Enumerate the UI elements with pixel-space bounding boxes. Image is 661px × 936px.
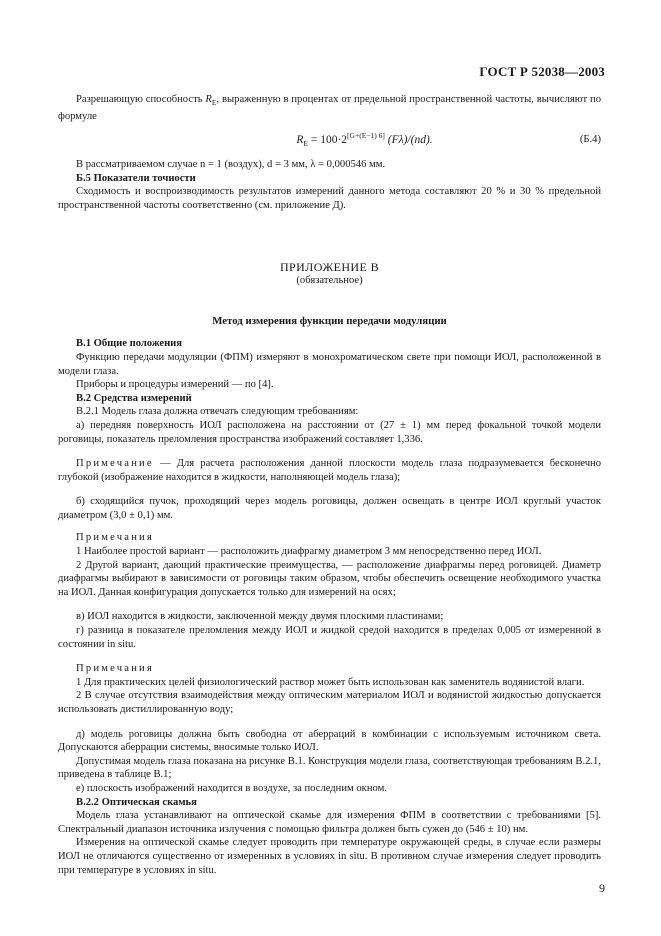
notes-2-label: Примечания [76, 532, 154, 544]
item-v: в) ИОЛ находится в жидкости, заключенной между двумя плоскими пластинами; [76, 611, 444, 623]
heading-b5: Б.5 Показатели точности [76, 172, 196, 184]
standard-header: ГОСТ Р 52038—2003 [479, 64, 605, 79]
v22-paragraph-1: Модель глаза устанавливают на оптической скамье для измерения ФПМ в соответствии с требованиями [5]. Спектральный диапазон источника излучения с помощью фильтра должен быть сужен до (546 ± 10) нм. [58, 810, 601, 835]
item-d: д) модель роговицы должна быть свободна от аберраций в комбинации с используемым источником света. Допускаются аберрации системы, вносимые только ИОЛ. [58, 728, 601, 754]
notes-2-item-2: 2 Другой вариант, дающий практические преимущества, — расположение диафрагмы перед роговицей. Диаметр диафрагмы выбирают в зависимости от роговицы таким образом, чтобы обеспечить освещение необходимого участка на ИОЛ. Данная конфигурация допускается только для измерений на осях; [58, 559, 601, 598]
notes-3-label: Примечания [76, 663, 154, 675]
note-1 [58, 457, 601, 484]
v1-paragraph-1: Функцию передачи модуляции (ФПМ) измеряют в монохроматическом свете при помощи ИОЛ, расположенной в модели глаза. [58, 351, 601, 377]
variable-r: R [205, 94, 212, 105]
formula-sub: E [303, 139, 308, 149]
appendix-subtitle: (обязательное) [296, 275, 363, 287]
heading-v22: В.2.2 Оптическая скамья [76, 796, 197, 808]
text-run: , выраженную в процентах от предельной пространственной частоты, вычисляют по формуле [58, 94, 601, 122]
formula-mid: = 100·2 [307, 134, 348, 147]
notes-2-item-1: 1 Наиболее простой вариант — расположить диафрагму диаметром 3 мм непосредственно перед ИОЛ. [76, 546, 542, 558]
heading-v2: В.2 Средства измерений [76, 392, 192, 404]
text-run: Разрешающую способность [76, 94, 206, 105]
model-paragraph: Допустимая модель глаза показана на рисунке В.1. Конструкция модели глаза, соответствующая требованиям В.2.1, приведена в таблице В.1; [58, 755, 601, 781]
b5-paragraph: Сходимость и воспроизводимость результатов измерений данного метода составляют 20 % и 30 % предельной пространственной частоты соответственно (см. приложение Д). [58, 186, 601, 211]
appendix-heading: Метод измерения функции передачи модуляции [212, 314, 447, 327]
formula-b4 [58, 126, 601, 154]
subscript-e: E [211, 98, 217, 107]
appendix-title: ПРИЛОЖЕНИЕ В [279, 259, 380, 274]
formula-number: (Б.4) [579, 134, 601, 146]
item-e: е) плоскость изображений находится в воздухе, за последним окном. [76, 782, 387, 794]
formula-var: R [296, 134, 304, 147]
note-text: — Для расчета расположения данной плоскости модель глаза подразумевается бесконечно глубокой (изображение находится в жидкости, наполняющей модель глаза); [58, 458, 601, 483]
v22-paragraph-2: Измерения на оптической скамье следует проводить при температуре окружающей среды, в случае если размеры ИОЛ не отличаются существенно от измеренных в условиях in situ. В противном случае измерения следует проводить при температуре в условиях in situ. [58, 837, 601, 876]
v21-paragraph: В.2.1 Модель глаза должна отвечать следующим требованиям: [76, 406, 359, 418]
page-body [58, 93, 601, 877]
v1-paragraph-2: Приборы и процедуры измерений — по [4]. [76, 379, 274, 391]
notes-3-item-2: 2 В случае отсутствия взаимодействия между оптическим материалом ИОЛ и водянистой жидкостью допускается использовать дистиллированную воду; [58, 690, 601, 715]
heading-v1: В.1 Общие положения [76, 338, 183, 350]
resolution-paragraph [58, 93, 601, 123]
item-b: б) сходящийся пучок, проходящий через модель роговицы, должен освещать в центре ИОЛ круглый участок диаметром (3,0 ± 0,1) мм. [58, 496, 601, 521]
formula-tail: (Fλ)/(nd). [384, 134, 433, 147]
page-number: 9 [599, 881, 605, 895]
note-label: Примечание [76, 458, 154, 470]
item-a: а) передняя поверхность ИОЛ расположена на расстоянии от (27 ± 1) мм перед фокальной точкой модели роговицы, показатель преломления пространства изображений составляет 1,336. [58, 419, 601, 445]
formula-exponent: [G+(E−1) 6] [347, 131, 385, 141]
case-paragraph: В рассматриваемом случае n = 1 (воздух), d = 3 мм, λ = 0,000546 мм. [76, 159, 386, 171]
item-g: г) разница в показателе преломления между ИОЛ и жидкой средой находится в пределах 0,005 от измеренной в состоянии in situ. [58, 625, 601, 650]
formula-expression [226, 129, 432, 151]
notes-3-item-1: 1 Для практических целей физиологический раствор может быть использован как заменитель водянистой влаги. [76, 676, 585, 688]
